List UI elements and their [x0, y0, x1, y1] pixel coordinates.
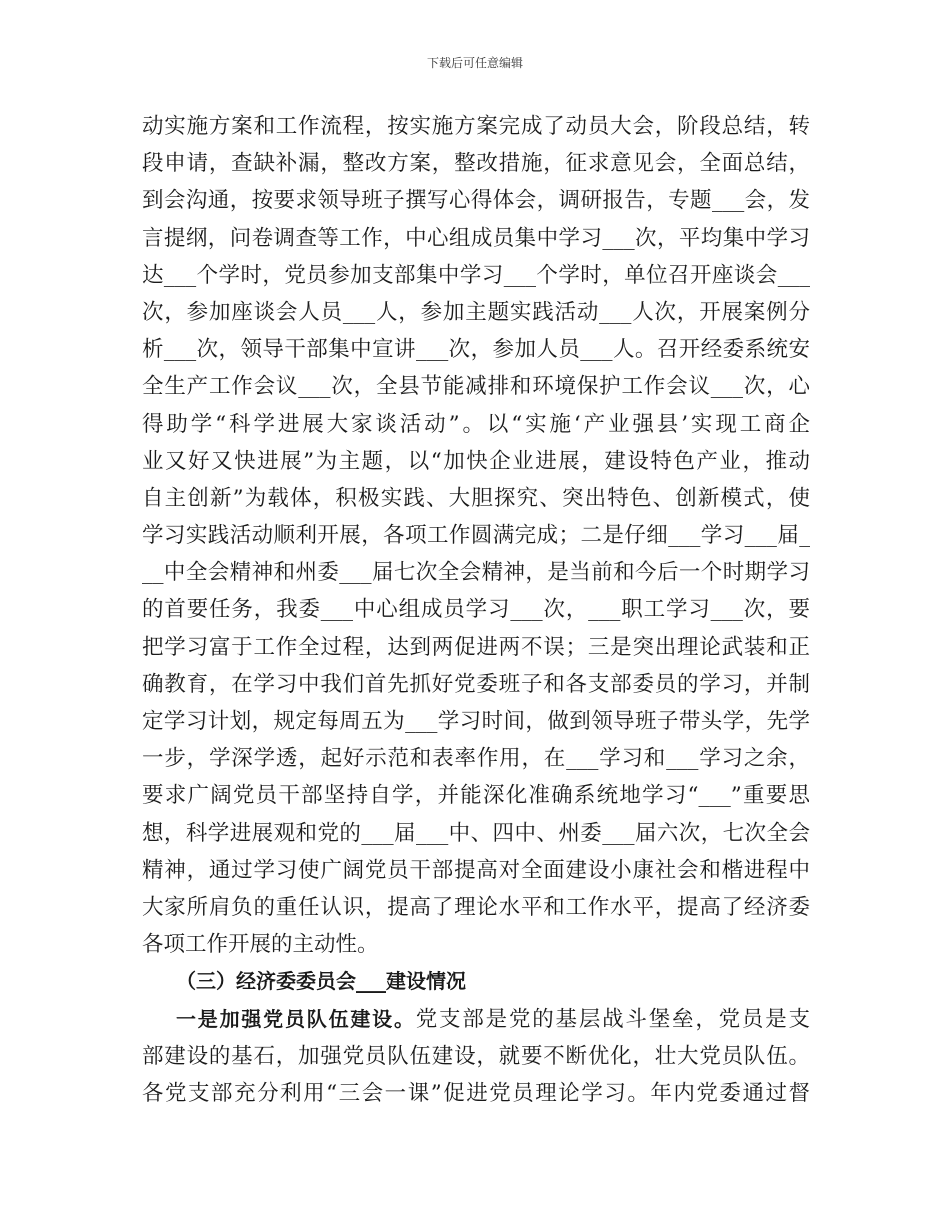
document-body	[142, 108, 810, 1112]
text-line: __中全会精神和州委___届七次全会精神，是当前和今后一个时期学习	[142, 560, 810, 586]
text-line: 要求广阔党员干部坚持自学，并能深化准确系统地学习“___”重要思	[142, 783, 810, 809]
text-line: 自主创新”为载体，积极实践、大胆探究、突出特色、创新模式，使	[142, 485, 810, 511]
text-line: 定学习计划，规定每周五为___学习时间，做到领导班子带头学，先学	[142, 709, 810, 734]
paragraph-lead: 一是加强党员队伍建设。	[176, 1006, 416, 1031]
text-line: 达___个学时，党员参加支部集中学习___个学时，单位召开座谈会___	[142, 262, 810, 288]
text-line: 把学习富于工作全过程，达到两促进两不误；三是突出理论武装和正	[142, 634, 810, 660]
text-line: 动实施方案和工作流程，按实施方案完成了动员大会，阶段总结，转	[142, 114, 810, 139]
text-line: 想，科学进展观和党的___届___中、四中、州委___届六次，七次全会	[142, 820, 810, 846]
text-line: 确教育，在学习中我们首先抓好党委班子和各支部委员的学习，并制	[142, 671, 810, 697]
text-line: 次，参加座谈会人员___人，参加主题实践活动___人次，开展案例分	[142, 299, 810, 325]
text-line: 段申请，查缺补漏，整改方案，整改措施，征求意见会，全面总结，	[142, 151, 810, 177]
section-heading: （三）经济委委员会___建设情况	[176, 969, 466, 994]
text-line: 一步，学深学透，起好示范和表率作用，在___学习和___学习之余，	[142, 746, 810, 772]
text-line: 言提纲，问卷调查等工作，中心组成员集中学习___次，平均集中学习	[142, 225, 810, 251]
text-line: 各项工作开展的主动性。	[142, 932, 379, 958]
text-line: 各党支部充分利用“三会一课”促进党员理论学习。年内党委通过督	[142, 1080, 810, 1106]
page-header: 下载后可任意编辑	[426, 56, 523, 70]
text-line: 全生产工作会议___次，全县节能减排和环境保护工作会议___次，心	[142, 374, 810, 400]
text-line: 大家所肩负的重任认识，提高了理论水平和工作水平，提高了经济委	[142, 894, 810, 920]
text-line: 的首要任务，我委___中心组成员学习___次，___职工学习___次，要	[142, 597, 810, 623]
text-line: 学习实践活动顺利开展，各项工作圆满完成；二是仔细___学习___届_	[142, 523, 810, 549]
text-line: 业又好又快进展”为主题，以“加快企业进展，建设特色产业，推动	[142, 448, 810, 474]
text-line: 精神，通过学习使广阔党员干部提高对全面建设小康社会和楷进程中	[142, 857, 810, 883]
paragraph-first-line	[142, 1001, 810, 1038]
text-line: 析___次，领导干部集中宣讲___次，参加人员___人。召开经委系统安	[142, 337, 810, 363]
paragraph-first-line-text: 党支部是党的基层战斗堡垒，党员是支	[415, 1006, 810, 1032]
text-line: 得助学“科学进展大家谈活动”。以“实施‘产业强县’实现工商企	[142, 411, 810, 437]
text-line: 部建设的基石，加强党员队伍建设，就要不断优化，壮大党员队伍。	[142, 1043, 810, 1069]
text-line: 到会沟通，按要求领导班子撰写心得体会，调研报告，专题___会，发	[142, 188, 810, 214]
